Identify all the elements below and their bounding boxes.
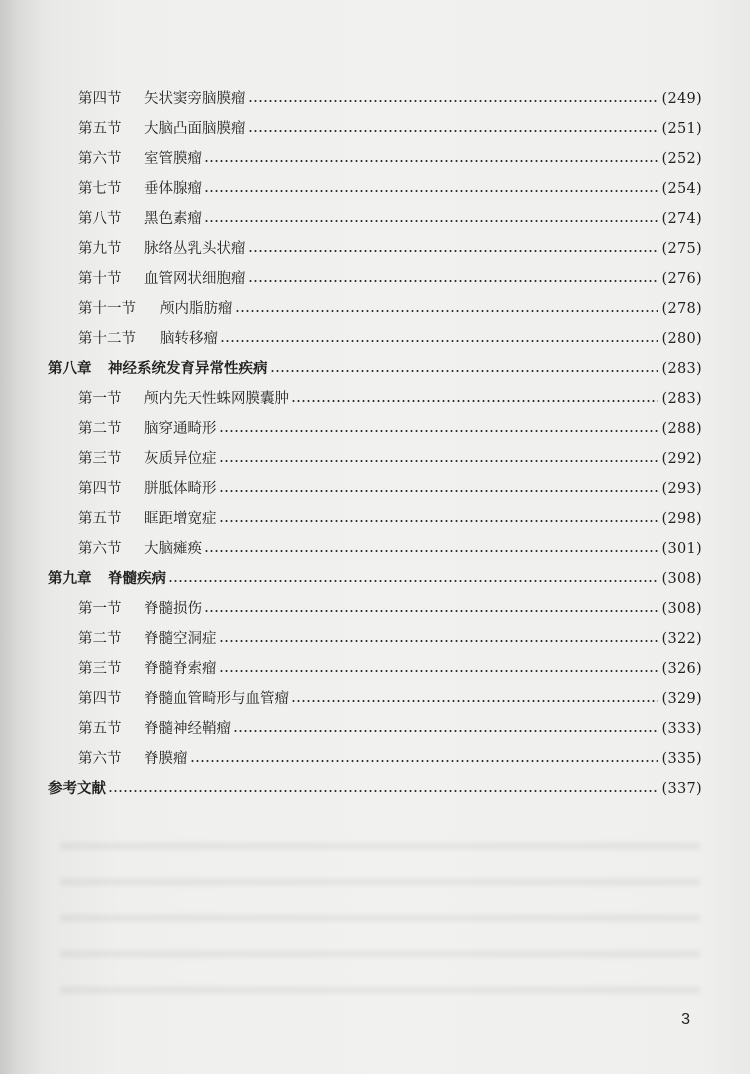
- toc-leader-dots: [291, 700, 658, 702]
- toc-section-entry: [78, 206, 702, 232]
- toc-entry-number: 第八节: [78, 211, 122, 227]
- toc-entry-page: (308): [661, 601, 702, 617]
- toc-entry-title: 脊髓神经鞘瘤: [144, 721, 231, 737]
- toc-section-entry: [78, 536, 702, 562]
- toc-entry-title: 黑色素瘤: [144, 211, 202, 227]
- toc-entry-number: 第五节: [78, 721, 122, 737]
- toc-entry-title: 参考文献: [48, 780, 106, 797]
- toc-entry-number: 第二节: [78, 631, 122, 647]
- toc-entry-number: 第三节: [78, 661, 122, 677]
- toc-leader-dots: [204, 220, 658, 222]
- toc-entry-number: 第四节: [78, 91, 122, 107]
- toc-leader-dots: [233, 730, 658, 732]
- toc-entry-page: (293): [661, 481, 702, 497]
- toc-leader-dots: [248, 280, 658, 282]
- toc-section-entry: [78, 416, 702, 442]
- toc-entry-title: 眶距增宽症: [144, 511, 217, 527]
- toc-chapter-entry: [48, 356, 702, 382]
- toc-leader-dots: [108, 790, 658, 792]
- toc-entry-page: (280): [661, 331, 702, 347]
- toc-entry-title: 大脑凸面脑膜瘤: [144, 121, 246, 137]
- toc-entry-number: 第九节: [78, 241, 122, 257]
- toc-entry-number: 第五节: [78, 511, 122, 527]
- toc-section-entry: [78, 266, 702, 292]
- toc-entry-number: 第八章: [48, 360, 92, 377]
- toc-section-entry: [78, 386, 702, 412]
- toc-entry-page: (301): [661, 541, 702, 557]
- toc-entry-number: 第六节: [78, 751, 122, 767]
- toc-section-entry: [78, 476, 702, 502]
- toc-section-entry: [78, 146, 702, 172]
- toc-leader-dots: [248, 250, 658, 252]
- toc-entry-page: (326): [661, 661, 702, 677]
- toc-leader-dots: [219, 520, 658, 522]
- toc-leader-dots: [219, 490, 658, 492]
- toc-entry-page: (278): [661, 301, 702, 317]
- toc-entry-title: 大脑瘫痪: [144, 541, 202, 557]
- toc-entry-title: 室管膜瘤: [144, 151, 202, 167]
- toc-entry-page: (329): [661, 691, 702, 707]
- toc-section-entry: [78, 626, 702, 652]
- toc-entry-number: 第九章: [48, 570, 92, 587]
- toc-section-entry: [78, 116, 702, 142]
- toc-entry-page: (252): [661, 151, 702, 167]
- toc-leader-dots: [248, 130, 658, 132]
- toc-entry-title: 颅内脂肪瘤: [160, 301, 233, 317]
- toc-leader-dots: [219, 430, 658, 432]
- toc-entry-number: 第三节: [78, 451, 122, 467]
- toc-entry-number: 第十二节: [78, 331, 136, 347]
- toc-entry-number: 第七节: [78, 181, 122, 197]
- toc-leader-dots: [219, 460, 658, 462]
- toc-leader-dots: [204, 160, 658, 162]
- toc-section-entry: [78, 86, 702, 112]
- toc-leader-dots: [204, 190, 658, 192]
- toc-chapter-entry: [48, 566, 702, 592]
- toc-entry-number: 第六节: [78, 541, 122, 557]
- bleed-through-texture: [60, 820, 700, 1020]
- toc-entry-page: (337): [661, 781, 702, 797]
- toc-entry-title: 灰质异位症: [144, 451, 217, 467]
- toc-section-entry: [78, 236, 702, 262]
- toc-entry-number: 第四节: [78, 481, 122, 497]
- toc-entry-page: (335): [661, 751, 702, 767]
- toc-entry-number: 第十节: [78, 271, 122, 287]
- toc-leader-dots: [248, 100, 658, 102]
- toc-leader-dots: [204, 550, 658, 552]
- toc-leader-dots: [220, 340, 658, 342]
- toc-leader-dots: [235, 310, 658, 312]
- toc-entry-title: 脊髓损伤: [144, 601, 202, 617]
- toc-entry-page: (292): [661, 451, 702, 467]
- toc-leader-dots: [204, 610, 658, 612]
- toc-entry-page: (298): [661, 511, 702, 527]
- toc-section-entry: [78, 716, 702, 742]
- toc-section-entry: [78, 746, 702, 772]
- toc-leader-dots: [190, 760, 658, 762]
- toc-section-entry: [78, 326, 702, 352]
- toc-entry-title: 胼胝体畸形: [144, 481, 217, 497]
- toc-entry-title: 脊膜瘤: [144, 751, 188, 767]
- toc-entry-page: (275): [661, 241, 702, 257]
- toc-entry-page: (308): [661, 571, 702, 587]
- toc-section-entry: [78, 176, 702, 202]
- toc-leader-dots: [270, 370, 658, 372]
- toc-entry-title: 颅内先天性蛛网膜囊肿: [144, 391, 289, 407]
- toc-entry-title: 脊髓脊索瘤: [144, 661, 217, 677]
- toc-entry-title: 神经系统发育异常性疾病: [108, 360, 268, 377]
- toc-entry-title: 脊髓空洞症: [144, 631, 217, 647]
- toc-entry-number: 第五节: [78, 121, 122, 137]
- toc-entry-title: 脑转移瘤: [160, 331, 218, 347]
- toc-entry-page: (254): [661, 181, 702, 197]
- toc-entry-page: (283): [661, 391, 702, 407]
- toc-entry-number: 第六节: [78, 151, 122, 167]
- toc-entry-number: 第一节: [78, 391, 122, 407]
- toc-entry-number: 第二节: [78, 421, 122, 437]
- toc-entry-page: (274): [661, 211, 702, 227]
- toc-leader-dots: [291, 400, 658, 402]
- toc-entry-page: (322): [661, 631, 702, 647]
- toc-leader-dots: [219, 670, 658, 672]
- toc-entry-number: 第一节: [78, 601, 122, 617]
- toc-entry-page: (283): [661, 361, 702, 377]
- toc-section-entry: [78, 656, 702, 682]
- toc-entry-title: 脑穿通畸形: [144, 421, 217, 437]
- toc-entry-page: (276): [661, 271, 702, 287]
- toc-section-entry: [78, 686, 702, 712]
- toc-leader-dots: [168, 580, 658, 582]
- toc-section-entry: [78, 446, 702, 472]
- toc-entry-title: 矢状窦旁脑膜瘤: [144, 91, 246, 107]
- toc-entry-title: 脉络丛乳头状瘤: [144, 241, 246, 257]
- toc-entry-page: (251): [661, 121, 702, 137]
- toc-leader-dots: [219, 640, 658, 642]
- toc-entry-number: 第四节: [78, 691, 122, 707]
- toc-entry-title: 垂体腺瘤: [144, 181, 202, 197]
- toc-entry-page: (333): [661, 721, 702, 737]
- toc-entry-title: 脊髓疾病: [108, 570, 166, 587]
- toc-section-entry: [78, 596, 702, 622]
- toc-entry-number: 第十一节: [78, 301, 136, 317]
- toc-entry-page: (288): [661, 421, 702, 437]
- toc-entry-title: 脊髓血管畸形与血管瘤: [144, 691, 289, 707]
- toc-section-entry: [78, 506, 702, 532]
- toc-entry-title: 血管网状细胞瘤: [144, 271, 246, 287]
- toc-chapter-entry: [48, 776, 702, 802]
- toc-section-entry: [78, 296, 702, 322]
- page-number: 3: [681, 1011, 690, 1028]
- toc-entry-page: (249): [661, 91, 702, 107]
